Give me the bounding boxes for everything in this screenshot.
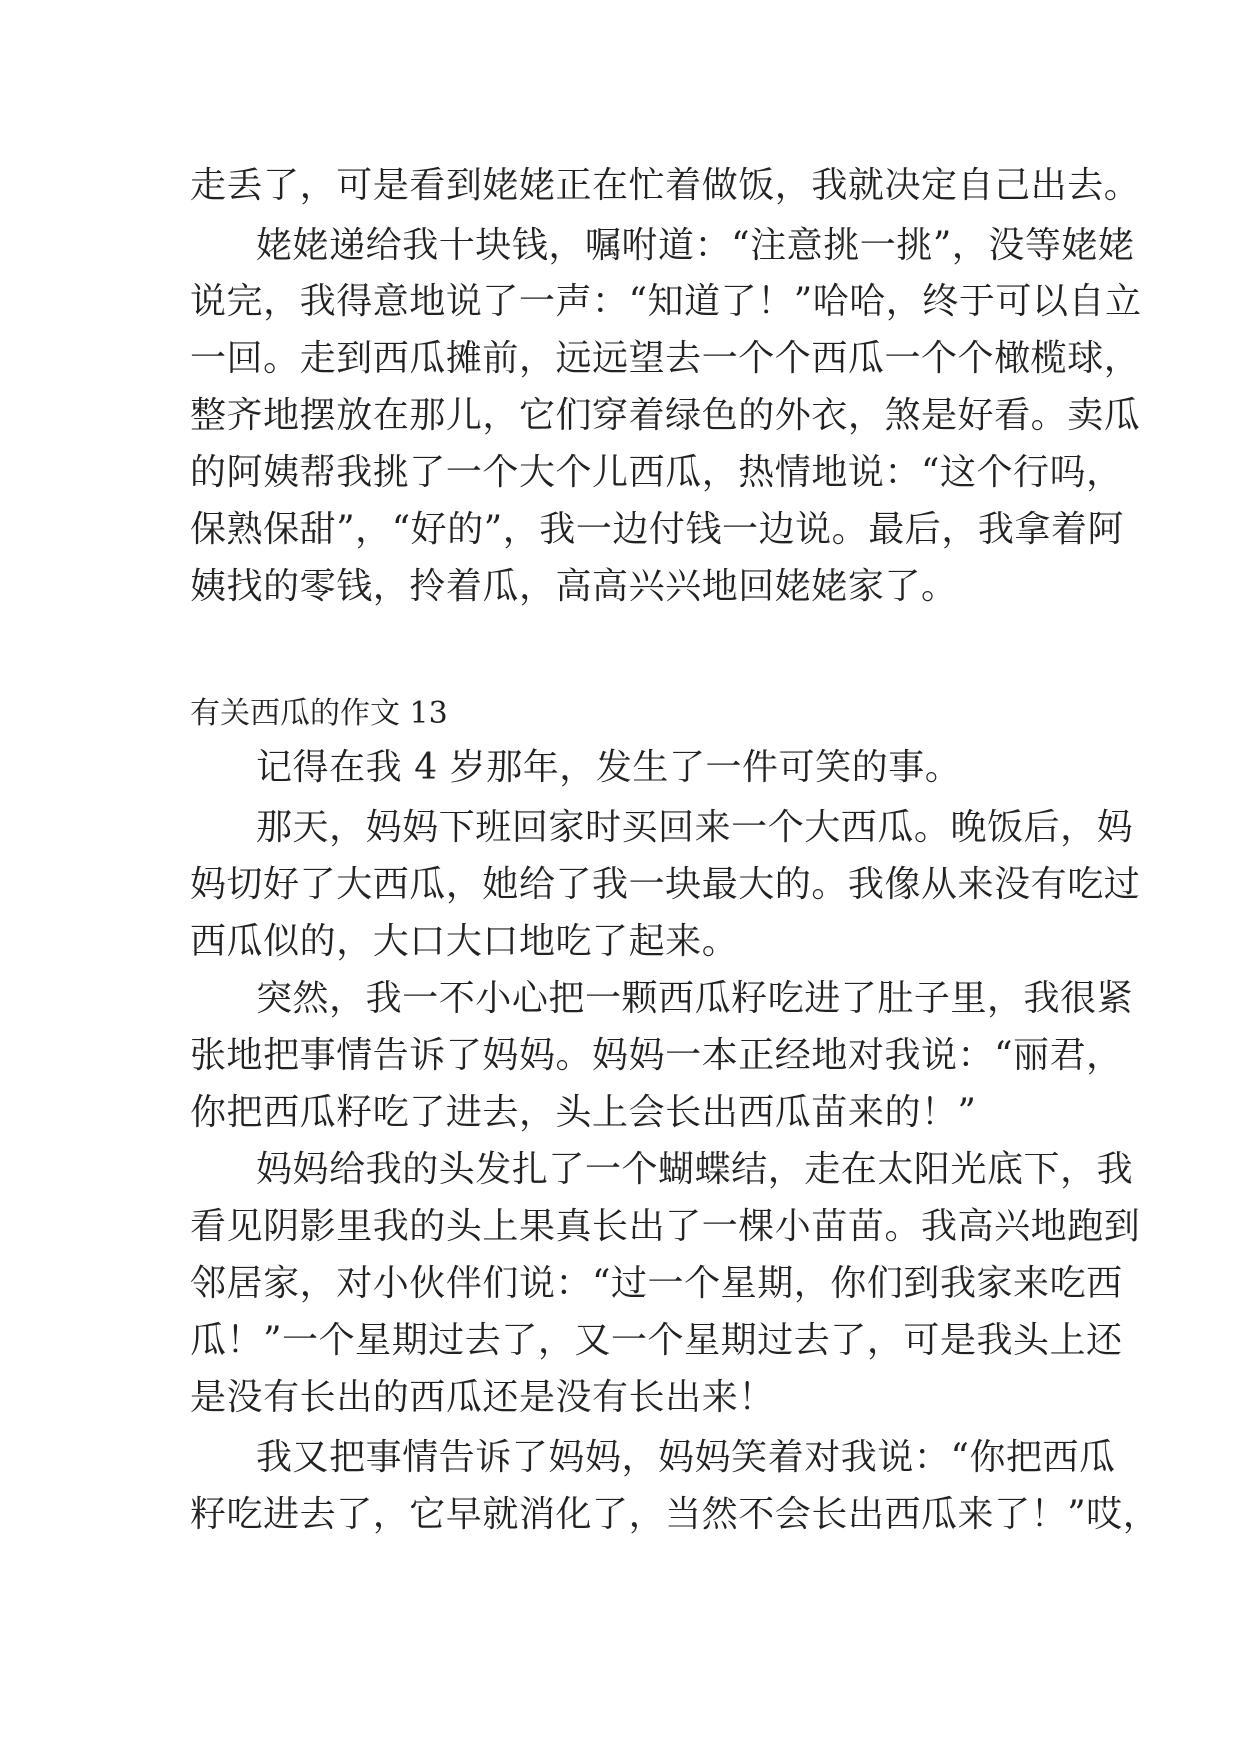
text-line: 我又把事情告诉了妈妈，妈妈笑着对我说：“你把西瓜 [256,1437,1116,1478]
text-line: 的阿姨帮我挑了一个大个儿西瓜，热情地说：“这个行吗， [190,452,1123,493]
text-line: 那天，妈妈下班回家时买回来一个大西瓜。晚饭后，妈 [256,807,1134,848]
text-line: 保熟保甜”，“好的”，我一边付钱一边说。最后，我拿着阿 [190,509,1125,550]
section-heading: 有关西瓜的作文 13 [190,696,448,731]
text-line: 瓜！”一个星期过去了，又一个星期过去了，可是我头上还 [190,1320,1123,1361]
text-line: 走丢了，可是看到姥姥正在忙着做饭，我就决定自己出去。 [190,165,1141,206]
text-line: 姥姥递给我十块钱，嘱咐道：“注意挑一挑”，没等姥姥 [256,225,1135,266]
text-line: 妈妈给我的头发扎了一个蝴蝶结，走在太阳光底下，我 [256,1149,1134,1190]
text-line: 西瓜似的，大口大口地吃了起来。 [190,921,739,962]
text-line: 整齐地摆放在那儿，它们穿着绿色的外衣，煞是好看。卖瓜 [190,395,1141,436]
text-line: 突然，我一不小心把一颗西瓜籽吃进了肚子里，我很紧 [256,978,1134,1019]
text-line: 籽吃进去了，它早就消化了，当然不会长出西瓜来了！”哎， [190,1494,1160,1535]
text-line: 是没有长出的西瓜还是没有长出来！ [190,1377,775,1418]
text-line: 邻居家，对小伙伴们说：“过一个星期，你们到我家来吃西 [190,1263,1123,1304]
text-line: 你把西瓜籽吃了进去，头上会长出西瓜苗来的！” [190,1092,977,1133]
text-line: 姨找的零钱，拎着瓜，高高兴兴地回姥姥家了。 [190,566,958,607]
text-line: 记得在我 4 岁那年，发生了一件可笑的事。 [256,747,962,788]
text-line: 妈切好了大西瓜，她给了我一块最大的。我像从来没有吃过 [190,864,1141,905]
text-line: 说完，我得意地说了一声：“知道了！”哈哈，终于可以自立 [190,281,1142,322]
text-line: 一回。走到西瓜摊前，远远望去一个个西瓜一个个橄榄球， [190,338,1141,379]
text-line: 张地把事情告诉了妈妈。妈妈一本正经地对我说：“丽君， [190,1035,1123,1076]
text-line: 看见阴影里我的头上果真长出了一棵小苗苗。我高兴地跑到 [190,1206,1141,1247]
